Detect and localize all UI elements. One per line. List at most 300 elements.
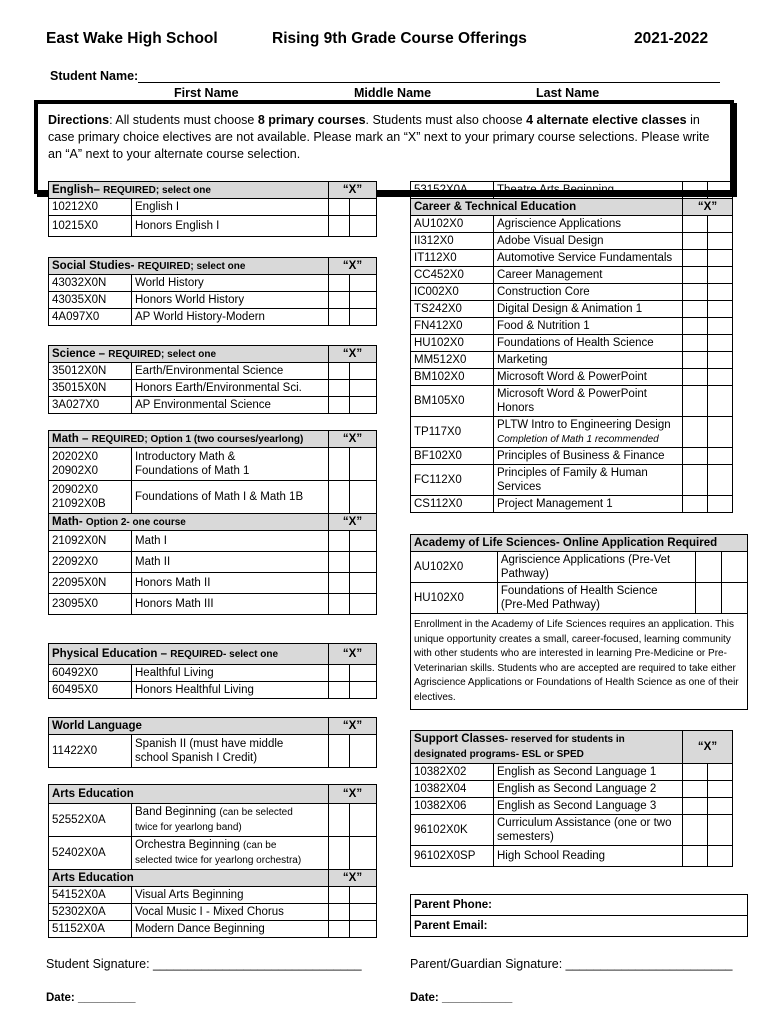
- a-cell[interactable]: [708, 386, 733, 417]
- x-cell[interactable]: [695, 583, 721, 614]
- table-row: [411, 448, 733, 465]
- arts-table: [48, 784, 377, 938]
- a-cell[interactable]: [350, 448, 377, 481]
- a-cell[interactable]: [708, 417, 733, 448]
- x-cell[interactable]: [329, 309, 350, 326]
- course-code: 10215X0: [49, 216, 132, 237]
- x-cell[interactable]: [683, 386, 708, 417]
- course-name: High School Reading: [494, 846, 683, 867]
- academy-header: Academy of Life Sciences- Online Application Required: [411, 535, 748, 552]
- course-name: Construction Core: [494, 284, 683, 301]
- course-name: [497, 552, 695, 583]
- science-header: [49, 346, 329, 363]
- course-code: 51152X0A: [49, 921, 132, 938]
- course-name: [132, 804, 329, 837]
- name-line: Pathway): [500, 568, 549, 580]
- a-cell[interactable]: [350, 481, 377, 514]
- course-code: 3A027X0: [49, 397, 132, 414]
- academy-note: Enrollment in the Academy of Life Sciences requires an application. This unique opportunity creates a small, career-focused, learning community with other students who are interested in learning Pre-Medicine or Pre-Veterinarian skills. Students who are accepted are required to take either Agriscience Applications or Foundations of Health Science as one of their electives.: [411, 614, 748, 710]
- course-name: Honors Healthful Living: [132, 682, 329, 699]
- table-row: [411, 250, 733, 267]
- a-cell[interactable]: [708, 798, 733, 815]
- a-cell[interactable]: [350, 216, 377, 237]
- course-name: Honors World History: [132, 292, 329, 309]
- a-cell[interactable]: [708, 233, 733, 250]
- course-code: 43035X0N: [49, 292, 132, 309]
- pe-sub: REQUIRED- select one: [170, 648, 279, 660]
- table-row: [49, 921, 377, 938]
- table-row: [49, 904, 377, 921]
- course-name: Marketing: [494, 352, 683, 369]
- course-code: 54152X0A: [49, 887, 132, 904]
- table-row: [49, 682, 377, 699]
- world-header: World Language: [49, 718, 329, 735]
- a-cell[interactable]: [708, 496, 733, 513]
- name-note: (can be: [243, 840, 277, 851]
- math-option2-header: [49, 514, 329, 531]
- course-code: 35012X0N: [49, 363, 132, 380]
- table-row: [411, 583, 748, 614]
- course-name: English I: [132, 199, 329, 216]
- directions-text-3: in case primary choice electives are not available. Please mark an “X” next to your primary course selections. Please write an “A” next to your alternate course selection.: [48, 113, 710, 161]
- course-code: HU102X0: [411, 335, 494, 352]
- parent-signature-line[interactable]: Parent/Guardian Signature: ________________________: [410, 957, 733, 971]
- x-cell[interactable]: [329, 292, 350, 309]
- table-row: [49, 363, 377, 380]
- directions-text-1: : All students must choose: [109, 113, 258, 127]
- course-code: AU102X0: [411, 216, 494, 233]
- course-code: 22092X0: [49, 552, 132, 573]
- pe-title: Physical Education –: [52, 647, 171, 660]
- a-cell[interactable]: [350, 292, 377, 309]
- table-row: [411, 267, 733, 284]
- name-note: twice for yearlong band): [135, 822, 242, 833]
- parent-phone-field[interactable]: Parent Phone:: [411, 895, 748, 916]
- a-cell[interactable]: [350, 594, 377, 615]
- x-cell[interactable]: [329, 380, 350, 397]
- directions-bold-2: 4 alternate elective classes: [526, 113, 687, 127]
- table-row: [49, 837, 377, 870]
- course-code: 10382X04: [411, 781, 494, 798]
- a-cell[interactable]: [350, 380, 377, 397]
- course-code: 4A097X0: [49, 309, 132, 326]
- x-cell[interactable]: [683, 448, 708, 465]
- table-row: [49, 531, 377, 552]
- parent-date-line[interactable]: Date: ___________: [410, 992, 513, 1004]
- x-cell[interactable]: [329, 573, 350, 594]
- table-row: [411, 216, 733, 233]
- code-line: 20902X0: [52, 465, 99, 477]
- cte-header: Career & Technical Education: [411, 199, 683, 216]
- course-name: Project Management 1: [494, 496, 683, 513]
- course-code: II312X0: [411, 233, 494, 250]
- course-code: 22095X0N: [49, 573, 132, 594]
- course-code: FN412X0: [411, 318, 494, 335]
- name-line: Microsoft Word & PowerPoint: [497, 388, 647, 400]
- name-line: Foundations of Math 1: [135, 465, 250, 477]
- cte-table: [410, 181, 733, 513]
- course-name: Honors English I: [132, 216, 329, 237]
- course-name: English as Second Language 1: [494, 764, 683, 781]
- course-code: HU102X0: [411, 583, 498, 614]
- course-name: Visual Arts Beginning: [132, 887, 329, 904]
- english-header: [49, 182, 329, 199]
- table-row: [49, 481, 377, 514]
- course-name: World History: [132, 275, 329, 292]
- x-header: “X”: [329, 870, 377, 887]
- a-cell[interactable]: [350, 804, 377, 837]
- course-name: Adobe Visual Design: [494, 233, 683, 250]
- name-line: Curriculum Assistance (one or two: [497, 817, 672, 829]
- table-row: [411, 352, 733, 369]
- name-line: Band Beginning: [135, 806, 220, 818]
- english-title: English–: [52, 183, 104, 196]
- a-cell[interactable]: [708, 318, 733, 335]
- x-cell[interactable]: [329, 275, 350, 292]
- academy-table: [410, 534, 748, 710]
- x-header: “X”: [329, 182, 377, 199]
- table-row: [411, 781, 733, 798]
- support-title: Support Classes: [414, 733, 505, 745]
- course-code: 52302X0A: [49, 904, 132, 921]
- x-cell[interactable]: [683, 233, 708, 250]
- table-row: [411, 764, 733, 781]
- middle-name-label: Middle Name: [354, 86, 432, 100]
- table-row: [49, 573, 377, 594]
- name-note: (can be selected: [219, 807, 293, 818]
- math-table: [48, 430, 377, 615]
- x-header: “X”: [683, 731, 733, 764]
- course-code: IT112X0: [411, 250, 494, 267]
- course-code: 10382X06: [411, 798, 494, 815]
- course-name: Foundations of Health Science: [494, 335, 683, 352]
- social-sub: REQUIRED; select one: [137, 260, 246, 272]
- table-row: [49, 735, 377, 768]
- course-code: TP117X0: [411, 417, 494, 448]
- course-code: 60492X0: [49, 665, 132, 682]
- x-cell[interactable]: [683, 352, 708, 369]
- name-line: Orchestra Beginning: [135, 839, 244, 851]
- x-header: “X”: [329, 718, 377, 735]
- first-name-label: First Name: [174, 86, 239, 100]
- x-cell[interactable]: [683, 781, 708, 798]
- course-code: 10212X0: [49, 199, 132, 216]
- a-cell[interactable]: [708, 352, 733, 369]
- course-name: Honors Earth/Environmental Sci.: [132, 380, 329, 397]
- x-cell[interactable]: [329, 216, 350, 237]
- math-option2-title: Math-: [52, 515, 86, 528]
- parent-contact-table: [410, 894, 748, 937]
- support-sub: - reserved for students in: [504, 734, 625, 745]
- course-code: 52552X0A: [49, 804, 132, 837]
- a-cell[interactable]: [708, 448, 733, 465]
- a-cell[interactable]: [708, 216, 733, 233]
- table-row: [49, 804, 377, 837]
- world-language-table: [48, 717, 377, 768]
- a-cell[interactable]: [721, 552, 747, 583]
- course-code: TS242X0: [411, 301, 494, 318]
- x-cell[interactable]: [329, 735, 350, 768]
- student-signature-line[interactable]: Student Signature: ______________________________: [46, 957, 362, 971]
- a-cell[interactable]: [350, 275, 377, 292]
- pe-header: [49, 644, 329, 665]
- table-row: [49, 397, 377, 414]
- x-cell[interactable]: [329, 904, 350, 921]
- parent-email-field[interactable]: Parent Email:: [411, 916, 748, 937]
- a-cell[interactable]: [708, 815, 733, 846]
- course-name: Automotive Service Fundamentals: [494, 250, 683, 267]
- arts-subheader: Arts Education: [49, 870, 329, 887]
- a-cell[interactable]: [708, 781, 733, 798]
- course-code: IC002X0: [411, 284, 494, 301]
- course-code: BM105X0: [411, 386, 494, 417]
- x-cell[interactable]: [683, 318, 708, 335]
- x-cell[interactable]: [329, 887, 350, 904]
- table-row: [411, 815, 733, 846]
- table-row: [411, 552, 748, 583]
- course-name: Honors Math II: [132, 573, 329, 594]
- a-cell[interactable]: [350, 904, 377, 921]
- a-cell[interactable]: [708, 301, 733, 318]
- page-title: Rising 9th Grade Course Offerings: [272, 30, 527, 47]
- course-code: BM102X0: [411, 369, 494, 386]
- arts-header: Arts Education: [49, 785, 329, 804]
- course-name: Digital Design & Animation 1: [494, 301, 683, 318]
- course-code: 10382X02: [411, 764, 494, 781]
- a-cell[interactable]: [350, 397, 377, 414]
- x-cell[interactable]: [683, 798, 708, 815]
- table-row: [411, 846, 733, 867]
- x-header: “X”: [329, 258, 377, 275]
- school-name: East Wake High School: [46, 30, 218, 47]
- x-cell[interactable]: [683, 284, 708, 301]
- name-note: Completion of Math 1 recommended: [497, 433, 659, 445]
- directions-box: [34, 100, 734, 194]
- name-line: PLTW Intro to Engineering Design: [497, 418, 671, 431]
- code-line: 20902X0: [52, 484, 99, 496]
- a-cell[interactable]: [350, 665, 377, 682]
- x-cell[interactable]: [683, 846, 708, 867]
- table-row: [411, 386, 733, 417]
- math-title: Math –: [52, 432, 92, 445]
- x-cell[interactable]: [683, 335, 708, 352]
- name-line: Foundations of Health Science: [500, 585, 658, 597]
- a-cell[interactable]: [708, 182, 733, 199]
- x-cell[interactable]: [683, 182, 708, 199]
- course-name: Agriscience Applications: [494, 216, 683, 233]
- course-code: 35015X0N: [49, 380, 132, 397]
- x-cell[interactable]: [683, 764, 708, 781]
- a-cell[interactable]: [708, 284, 733, 301]
- course-code: [49, 481, 132, 514]
- x-header: “X”: [329, 644, 377, 665]
- course-name: Healthful Living: [132, 665, 329, 682]
- a-cell[interactable]: [708, 267, 733, 284]
- table-row: [411, 318, 733, 335]
- course-name: Foundations of Math I & Math 1B: [132, 481, 329, 514]
- a-cell[interactable]: [708, 846, 733, 867]
- x-cell[interactable]: [683, 496, 708, 513]
- a-cell[interactable]: [708, 465, 733, 496]
- x-cell[interactable]: [329, 531, 350, 552]
- course-name: Theatre Arts Beginning: [494, 182, 683, 199]
- course-code: 52402X0A: [49, 837, 132, 870]
- code-line: 21092X0B: [52, 498, 106, 510]
- course-name: Honors Math III: [132, 594, 329, 615]
- social-studies-table: [48, 257, 377, 326]
- x-cell[interactable]: [695, 552, 721, 583]
- a-cell[interactable]: [350, 199, 377, 216]
- course-name: [497, 583, 695, 614]
- course-code: 21092X0N: [49, 531, 132, 552]
- x-cell[interactable]: [683, 465, 708, 496]
- name-line: Services: [497, 481, 542, 493]
- x-cell[interactable]: [683, 815, 708, 846]
- support-header: [411, 731, 683, 764]
- science-title: Science –: [52, 347, 109, 360]
- course-name: Math I: [132, 531, 329, 552]
- social-header: [49, 258, 329, 275]
- course-code: 96102X0SP: [411, 846, 494, 867]
- table-row: [411, 496, 733, 513]
- pe-table: [48, 643, 377, 699]
- course-code: CS112X0: [411, 496, 494, 513]
- course-name: Math II: [132, 552, 329, 573]
- course-code: [49, 448, 132, 481]
- x-cell[interactable]: [329, 594, 350, 615]
- name-line: Introductory Math &: [135, 451, 236, 463]
- course-name: [494, 465, 683, 496]
- x-cell[interactable]: [329, 921, 350, 938]
- student-name-label: Student Name:: [50, 69, 139, 83]
- a-cell[interactable]: [350, 363, 377, 380]
- science-sub: REQUIRED; select one: [108, 348, 217, 360]
- x-cell[interactable]: [683, 301, 708, 318]
- a-cell[interactable]: [708, 369, 733, 386]
- name-line: school Spanish I Credit): [135, 752, 258, 764]
- course-name: English as Second Language 3: [494, 798, 683, 815]
- x-header: “X”: [329, 431, 377, 448]
- name-note: selected twice for yearlong orchestra): [135, 855, 302, 866]
- course-code: BF102X0: [411, 448, 494, 465]
- a-cell[interactable]: [350, 573, 377, 594]
- a-cell[interactable]: [708, 335, 733, 352]
- table-row: [411, 335, 733, 352]
- course-name: [494, 815, 683, 846]
- support-table: [410, 730, 733, 867]
- directions-lead: Directions: [48, 113, 110, 127]
- course-name: Principles of Business & Finance: [494, 448, 683, 465]
- a-cell[interactable]: [350, 682, 377, 699]
- x-cell[interactable]: [329, 397, 350, 414]
- student-name-field[interactable]: [138, 82, 720, 83]
- student-date-line[interactable]: Date: _________: [46, 992, 136, 1004]
- course-name: AP Environmental Science: [132, 397, 329, 414]
- math-sub: REQUIRED; Option 1 (two courses/yearlong): [91, 433, 304, 445]
- x-cell[interactable]: [329, 682, 350, 699]
- course-name: [132, 448, 329, 481]
- math-option2-sub: Option 2- one course: [85, 516, 186, 528]
- table-row: [49, 292, 377, 309]
- a-cell[interactable]: [708, 250, 733, 267]
- x-header: “X”: [329, 514, 377, 531]
- table-row: [411, 182, 733, 199]
- x-header: “X”: [329, 346, 377, 363]
- a-cell[interactable]: [350, 309, 377, 326]
- table-row: [49, 216, 377, 237]
- table-row: [49, 594, 377, 615]
- x-cell[interactable]: [329, 837, 350, 870]
- course-code: MM512X0: [411, 352, 494, 369]
- table-row: [411, 417, 733, 448]
- x-cell[interactable]: [329, 363, 350, 380]
- table-row: [49, 380, 377, 397]
- table-row: [49, 275, 377, 292]
- a-cell[interactable]: [721, 583, 747, 614]
- a-cell[interactable]: [708, 764, 733, 781]
- table-row: [411, 233, 733, 250]
- table-row: [49, 887, 377, 904]
- x-cell[interactable]: [683, 250, 708, 267]
- x-cell[interactable]: [329, 665, 350, 682]
- x-cell[interactable]: [683, 267, 708, 284]
- name-line: Honors: [497, 402, 535, 414]
- x-cell[interactable]: [683, 417, 708, 448]
- course-code: CC452X0: [411, 267, 494, 284]
- course-code: 53152X0A: [411, 182, 494, 199]
- table-row: [49, 309, 377, 326]
- course-name: English as Second Language 2: [494, 781, 683, 798]
- name-line: Agriscience Applications (Pre-Vet: [500, 554, 671, 566]
- table-row: [411, 369, 733, 386]
- course-code: FC112X0: [411, 465, 494, 496]
- table-row: [49, 199, 377, 216]
- course-code: AU102X0: [411, 552, 498, 583]
- a-cell[interactable]: [350, 887, 377, 904]
- table-row: [411, 284, 733, 301]
- a-cell[interactable]: [350, 921, 377, 938]
- x-header: “X”: [329, 785, 377, 804]
- course-name: AP World History-Modern: [132, 309, 329, 326]
- table-row: [49, 552, 377, 573]
- x-cell[interactable]: [683, 369, 708, 386]
- course-code: 23095X0: [49, 594, 132, 615]
- x-cell[interactable]: [329, 552, 350, 573]
- course-code: 60495X0: [49, 682, 132, 699]
- directions-text-2: . Students must also choose: [365, 113, 527, 127]
- name-line: Principles of Family & Human: [497, 467, 648, 479]
- x-header: “X”: [683, 199, 733, 216]
- a-cell[interactable]: [350, 837, 377, 870]
- course-name: Microsoft Word & PowerPoint: [494, 369, 683, 386]
- x-cell[interactable]: [329, 481, 350, 514]
- a-cell[interactable]: [350, 552, 377, 573]
- x-cell[interactable]: [329, 448, 350, 481]
- x-cell[interactable]: [329, 199, 350, 216]
- course-name: Earth/Environmental Science: [132, 363, 329, 380]
- a-cell[interactable]: [350, 735, 377, 768]
- science-table: [48, 345, 377, 414]
- x-cell[interactable]: [683, 216, 708, 233]
- course-name: Modern Dance Beginning: [132, 921, 329, 938]
- course-code: 43032X0N: [49, 275, 132, 292]
- school-year: 2021-2022: [634, 30, 709, 47]
- math-header: [49, 431, 329, 448]
- a-cell[interactable]: [350, 531, 377, 552]
- code-line: 20202X0: [52, 451, 99, 463]
- x-cell[interactable]: [329, 804, 350, 837]
- table-row: [49, 448, 377, 481]
